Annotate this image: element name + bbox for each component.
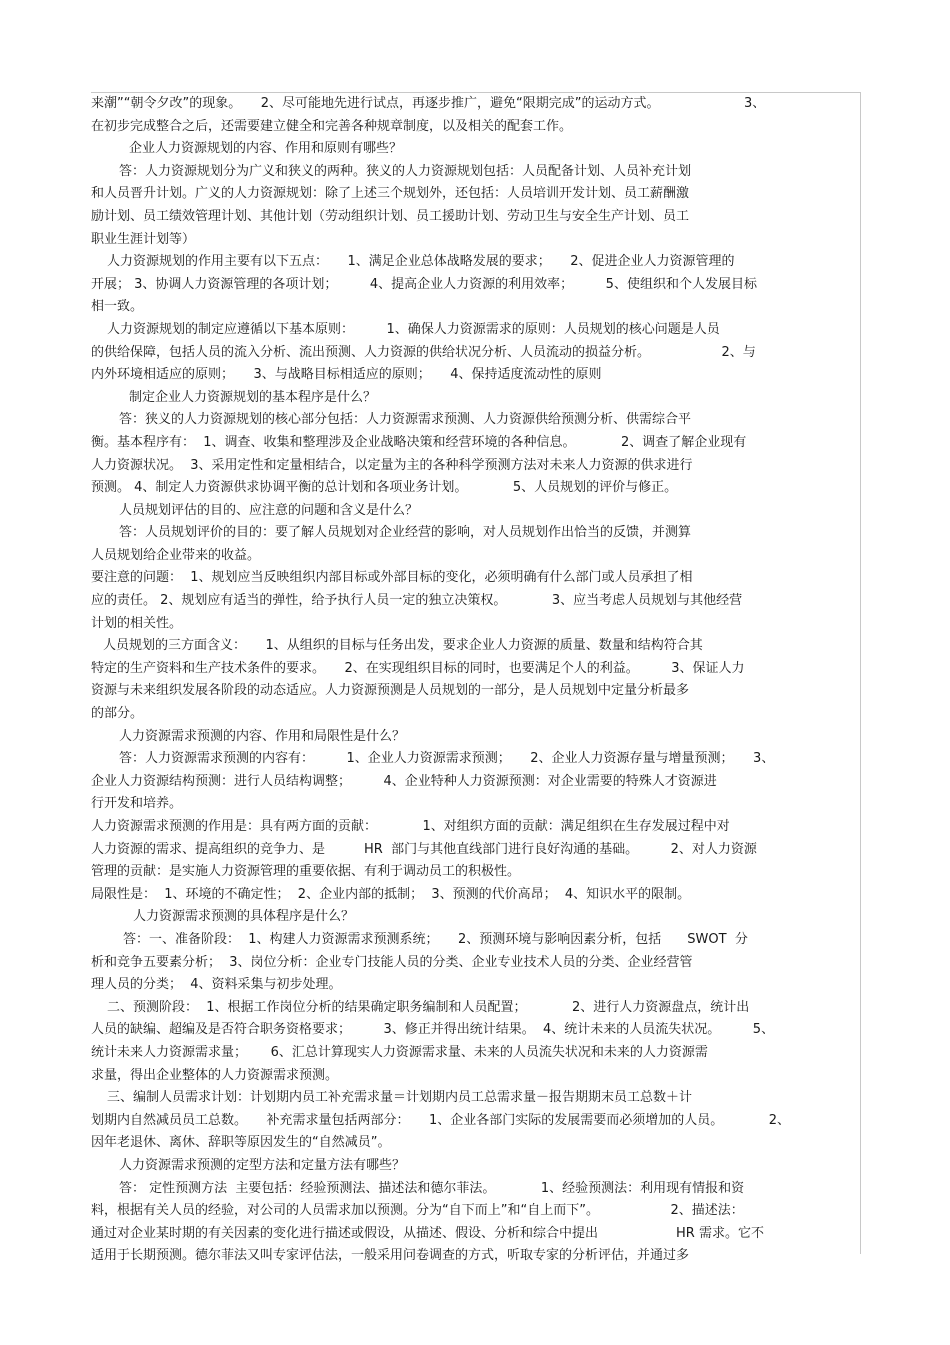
text-line: 应的责任。 2、规划应有适当的弹性，给予执行人员一定的独立决策权。 3、应当考虑人员规划与其他经营 bbox=[91, 593, 743, 609]
text-line: 二、预测阶段： 1、根据工作岗位分析的结果确定职务编制和人员配置； 2、进行人力资源盘点，统计出 bbox=[107, 999, 750, 1015]
text-line: 人员规划给企业带来的收益。 bbox=[91, 547, 261, 563]
text-line: 因年老退休、离休、辞职等原因发生的“自然减员”。 bbox=[91, 1135, 391, 1151]
text-line: 求量，得出企业整体的人力资源需求预测。 bbox=[91, 1067, 339, 1083]
page-right-border bbox=[860, 92, 861, 1254]
text-line: 局限性是： 1、环境的不确定性； 2、企业内部的抵制； 3、预测的代价高昂； 4、知识水平的限制。 bbox=[91, 886, 691, 902]
text-line: 的部分。 bbox=[91, 706, 144, 722]
text-line: 人力资源状况。 3、采用定性和定量相结合，以定量为主的各种科学预测方法对未来人力资源的供求进行 bbox=[91, 457, 693, 473]
text-line: 行开发和培养。 bbox=[91, 796, 183, 812]
text-line: 企业人力资源规划的内容、作用和原则有哪些？ bbox=[129, 141, 403, 157]
text-line: 特定的生产资料和生产技术条件的要求。 2、在实现组织目标的同时，也要满足个人的利益。 3、保证人力 bbox=[91, 660, 745, 676]
text-line: 人力资源规划的作用主要有以下五点： 1、满足企业总体战略发展的要求； 2、促进企业人力资源管理的 bbox=[107, 254, 735, 270]
text-line: 管理的贡献：是实施人力资源管理的重要依据、有利于调动员工的积极性。 bbox=[91, 864, 521, 880]
text-line: 预测。 4、制定人力资源供求协调平衡的总计划和各项业务计划。 5、人员规划的评价与修正。 bbox=[91, 480, 678, 496]
text-line: 料，根据有关人员的经验，对公司的人员需求加以预测。分为“自下而上”和“自上而下”。 2、描述法： bbox=[91, 1203, 744, 1219]
text-line: 答：狭义的人力资源规划的核心部分包括：人力资源需求预测、人力资源供给预测分析、供需综合平 bbox=[119, 412, 692, 428]
document-body bbox=[91, 93, 857, 1268]
text-line: 资源与未来组织发展各阶段的动态适应。人力资源预测是人员规划的一部分，是人员规划中定量分析最多 bbox=[91, 683, 690, 699]
text-line: 通过对企业某时期的有关因素的变化进行描述或假设，从描述、假设、分析和综合中提出 HR 需求。它不 bbox=[91, 1225, 764, 1241]
text-line: 的供给保障，包括人员的流入分析、流出预测、人力资源的供给状况分析、人员流动的损益分析。 2、与 bbox=[91, 344, 756, 360]
text-line: 人力资源需求预测的作用是：具有两方面的贡献： 1、对组织方面的贡献：满足组织在生存发展过程中对 bbox=[91, 819, 730, 834]
text-line: 划期内自然减员员工总数。 补充需求量包括两部分： 1、企业各部门实际的发展需要而必须增加的人员。 2、 bbox=[91, 1112, 791, 1128]
text-line: 人员规划的三方面含义： 1、从组织的目标与任务出发，要求企业人力资源的质量、数量和结构符合其 bbox=[103, 638, 703, 654]
text-line: 人力资源规划的制定应遵循以下基本原则： 1、确保人力资源需求的原则：人员规划的核心问题是人员 bbox=[107, 321, 720, 337]
text-line: 开展； 3、协调人力资源管理的各项计划； 4、提高企业人力资源的利用效率； 5、使组织和个人发展目标 bbox=[91, 276, 757, 292]
text-line: 和人员晋升计划。广义的人力资源规划：除了上述三个规划外，还包括：人员培训开发计划、员工薪酬激 bbox=[91, 186, 690, 202]
text-line: 答：人力资源需求预测的内容有： 1、企业人力资源需求预测； 2、企业人力资源存量与增量预测； 3、 bbox=[119, 751, 775, 767]
text-line: 答：一、准备阶段： 1、构建人力资源需求预测系统； 2、预测环境与影响因素分析，包括 SWOT 分 bbox=[123, 931, 748, 947]
text-line: 职业生涯计划等） bbox=[91, 231, 196, 247]
text-line: 要注意的问题： 1、规划应当反映组织内部目标或外部目标的变化，必须明确有什么部门或人员承担了相 bbox=[91, 570, 693, 586]
text-line: 人力资源需求预测的内容、作用和局限性是什么？ bbox=[119, 728, 406, 744]
text-line: 三、编制人员需求计划：计划期内员工补充需求量＝计划期内员工总需求量－报告期期末员工总数＋计 bbox=[107, 1090, 693, 1106]
text-line: 人力资源需求预测的定型方法和定量方法有哪些？ bbox=[119, 1157, 406, 1173]
text-line: 企业人力资源结构预测：进行人员结构调整； 4、企业特种人力资源预测：对企业需要的特殊人才资源进 bbox=[91, 773, 717, 789]
text-line: 在初步完成整合之后，还需要建立健全和完善各种规章制度，以及相关的配套工作。 bbox=[91, 118, 573, 134]
text-line: 适用于长期预测。德尔菲法又叫专家评估法，一般采用问卷调查的方式，听取专家的分析评估，并通过多 bbox=[91, 1248, 690, 1264]
text-line: 来潮”“朝令夕改”的现象。 2、尽可能地先进行试点，再逐步推广，避免“限期完成”的运动方式。 3、 bbox=[91, 96, 766, 111]
text-line: 内外环境相适应的原则； 3、与战略目标相适应的原则； 4、保持适度流动性的原则 bbox=[91, 367, 602, 383]
text-line: 析和竞争五要素分析； 3、岗位分析：企业专门技能人员的分类、企业专业技术人员的分类、企业经营管 bbox=[91, 954, 693, 970]
text-line: 制定企业人力资源规划的基本程序是什么？ bbox=[129, 389, 377, 405]
text-line: 人员规划评估的目的、应注意的问题和含义是什么？ bbox=[119, 502, 419, 518]
text-line: 答： 定性预测方法 主要包括：经验预测法、描述法和德尔菲法。 1、经验预测法：利用现有情报和资 bbox=[119, 1180, 745, 1196]
text-line: 人员的缺编、超编及是否符合职务资格要求； 3、修正并得出统计结果。 4、统计未来的人员流失状况。 5、 bbox=[91, 1022, 775, 1038]
text-line: 人力资源需求预测的具体程序是什么？ bbox=[133, 909, 355, 925]
text-line: 相一致。 bbox=[91, 299, 144, 315]
text-line: 理人员的分类； 4、资料采集与初步处理。 bbox=[91, 977, 342, 993]
text-line: 计划的相关性。 bbox=[91, 615, 183, 631]
text-line: 励计划、员工绩效管理计划、其他计划（劳动组织计划、员工援助计划、劳动卫生与安全生产计划、员工 bbox=[91, 208, 690, 224]
text-line: 答：人力资源规划分为广义和狭义的两种。狭义的人力资源规划包括：人员配备计划、人员补充计划 bbox=[119, 163, 692, 179]
text-line: 人力资源的需求、提高组织的竞争力、是 HR 部门与其他直线部门进行良好沟通的基础。 2、对人力资源 bbox=[91, 841, 757, 857]
text-line: 衡。基本程序有： 1、调查、收集和整理涉及企业战略决策和经营环境的各种信息。 2、调查了解企业现有 bbox=[91, 434, 747, 450]
text-line: 统计未来人力资源需求量； 6、汇总计算现实人力资源需求量、未来的人员流失状况和未来的人力资源需 bbox=[91, 1044, 708, 1060]
text-line: 答：人员规划评价的目的：要了解人员规划对企业经营的影响，对人员规划作出恰当的反馈，并测算 bbox=[119, 525, 692, 541]
